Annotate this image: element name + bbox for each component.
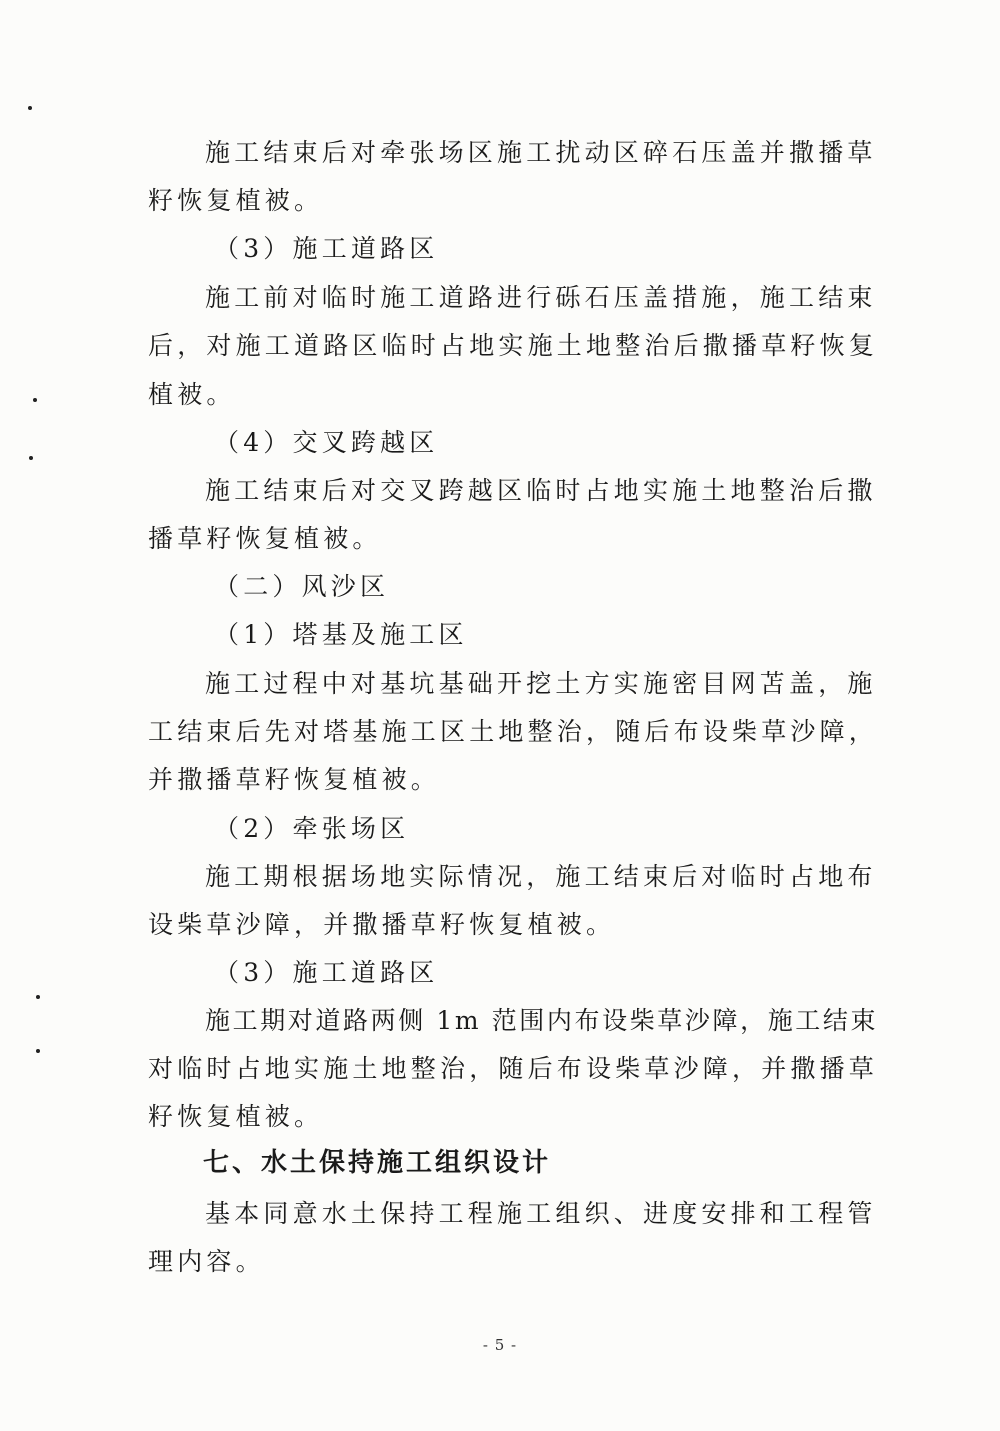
section-subheading: （4）交叉跨越区 [214,428,439,457]
section-subheading: （2）牵张场区 [214,814,410,843]
paragraph-line: 理内容。 [148,1247,265,1276]
paragraph-line: 施工期对道路两侧 1m 范围内布设柴草沙障，施工结束 [205,1006,879,1035]
section-subheading: （二）风沙区 [214,572,390,601]
paragraph-line: 籽恢复植被。 [148,1102,324,1131]
paragraph-line: 设柴草沙障，并撒播草籽恢复植被。 [148,910,616,939]
section-subheading: （3）施工道路区 [214,958,439,987]
paragraph-line: 施工结束后对交叉跨越区临时占地实施土地整治后撒 [205,476,877,505]
paragraph-line: 基本同意水土保持工程施工组织、进度安排和工程管 [205,1199,877,1228]
scan-speck [29,456,33,460]
scan-speck [28,106,32,110]
paragraph-line: 施工过程中对基坑基础开挖土方实施密目网苫盖，施 [205,669,877,698]
paragraph-line: 后，对施工道路区临时占地实施土地整治后撒播草籽恢复 [148,331,879,360]
scan-speck [36,995,40,999]
section-subheading: （3）施工道路区 [214,234,439,263]
paragraph-line: 施工期根据场地实际情况，施工结束后对临时占地布 [205,862,877,891]
scan-speck [33,398,37,402]
scan-speck [36,1049,40,1053]
paragraph-line: 播草籽恢复植被。 [148,524,382,553]
paragraph-line: 植被。 [148,380,236,409]
paragraph-line: 施工结束后对牵张场区施工扰动区碎石压盖并撒播草 [205,138,877,167]
paragraph-line: 并撒播草籽恢复植被。 [148,765,441,794]
page-number: - 5 - [482,1336,518,1354]
section-heading: 七、水土保持施工组织设计 [203,1148,552,1178]
paragraph-line: 施工前对临时施工道路进行砾石压盖措施，施工结束 [205,283,877,312]
paragraph-line: 籽恢复植被。 [148,186,324,215]
section-subheading: （1）塔基及施工区 [214,620,468,649]
paragraph-line: 对临时占地实施土地整治，随后布设柴草沙障，并撒播草 [148,1054,879,1083]
paragraph-line: 工结束后先对塔基施工区土地整治，随后布设柴草沙障， [148,717,879,746]
